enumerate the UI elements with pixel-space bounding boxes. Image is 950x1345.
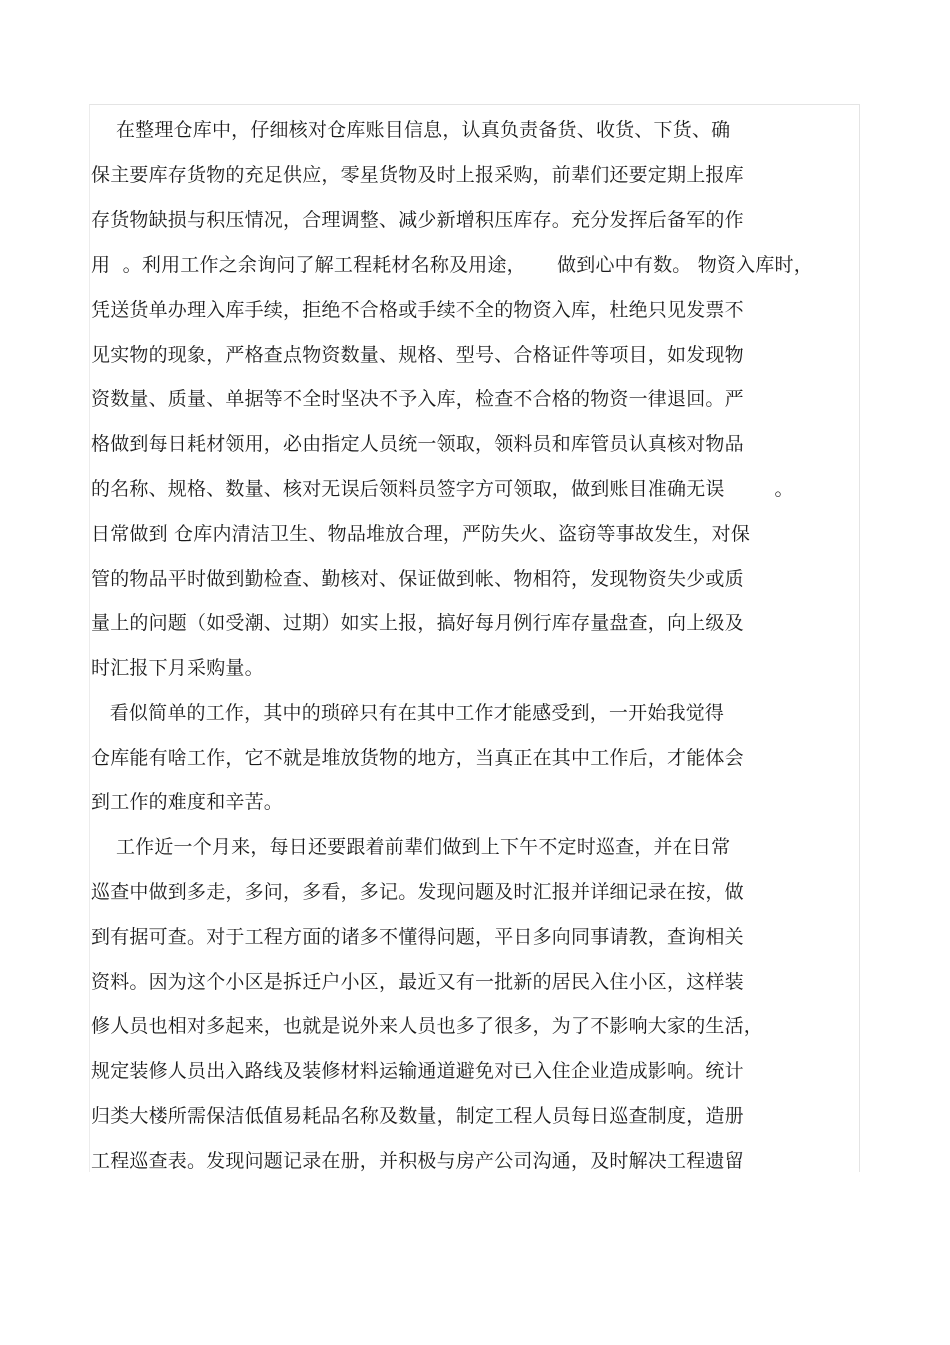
text-line: 归类大楼所需保洁低值易耗品名称及数量，制定工程人员每日巡查制度，造册: [91, 1105, 744, 1127]
text-line: 看似简单的工作，其中的琐碎只有在其中工作才能感受到，一开始我觉得: [91, 702, 725, 724]
text-line: 在整理仓库中，仔细核对仓库账目信息，认真负责备货、收货、下货、确: [91, 119, 731, 141]
text-line: 存货物缺损与积压情况，合理调整、减少新增积压库存。充分发挥后备军的作: [91, 209, 744, 231]
text-line: 巡查中做到多走，多问，多看，多记。发现问题及时汇报并详细记录在按，做: [91, 881, 744, 903]
text-line: 格做到每日耗材领用，必由指定人员统一领取，领料员和库管员认真核对物品: [91, 433, 744, 455]
text-line: 工作近一个月来，每日还要跟着前辈们做到上下午不定时巡查，并在日常: [91, 836, 731, 858]
text-line: 规定装修人员出入路线及装修材料运输通道避免对已入住企业造成影响。统计: [91, 1060, 744, 1082]
text-line: 管的物品平时做到勤检查、勤核对、保证做到帐、物相符，发现物资失少或质: [91, 568, 744, 590]
text-line: 修人员也相对多起来，也就是说外来人员也多了很多，为了不影响大家的生活，: [91, 1015, 764, 1037]
text-line: 凭送货单办理入库手续，拒绝不合格或手续不全的物资入库，杜绝只见发票不: [91, 299, 744, 321]
text-line: 的名称、规格、数量、核对无误后领料员签字方可领取，做到账目准确无误 。: [91, 478, 794, 500]
text-line: 资数量、质量、单据等不全时坚决不予入库，检查不合格的物资一律退回。严: [91, 388, 744, 410]
text-line: 量上的问题（如受潮、过期）如实上报，搞好每月例行库存量盘查，向上级及: [91, 612, 744, 634]
text-line: 时汇报下月采购量。: [91, 657, 264, 679]
text-line: 工程巡查表。发现问题记录在册，并积极与房产公司沟通，及时解决工程遗留: [91, 1150, 744, 1172]
text-line: 用 。利用工作之余询问了解工程耗材名称及用途， 做到心中有数。 物资入库时，: [91, 254, 813, 276]
text-line: 仓库能有啥工作，它不就是堆放货物的地方，当真正在其中工作后，才能体会: [91, 747, 744, 769]
text-line: 日常做到 仓库内清洁卫生、物品堆放合理，严防失火、盗窃等事故发生，对保: [91, 523, 751, 545]
text-line: 保主要库存货物的充足供应，零星货物及时上报采购，前辈们还要定期上报库: [91, 164, 744, 186]
text-line: 到工作的难度和辛苦。: [91, 791, 284, 813]
text-line: 见实物的现象，严格查点物资数量、规格、型号、合格证件等项目，如发现物: [91, 344, 744, 366]
text-line: 资料。因为这个小区是拆迁户小区，最近又有一批新的居民入住小区，这样装: [91, 971, 744, 993]
text-line: 到有据可查。对于工程方面的诸多不懂得问题，平日多向同事请教，查询相关: [91, 926, 744, 948]
